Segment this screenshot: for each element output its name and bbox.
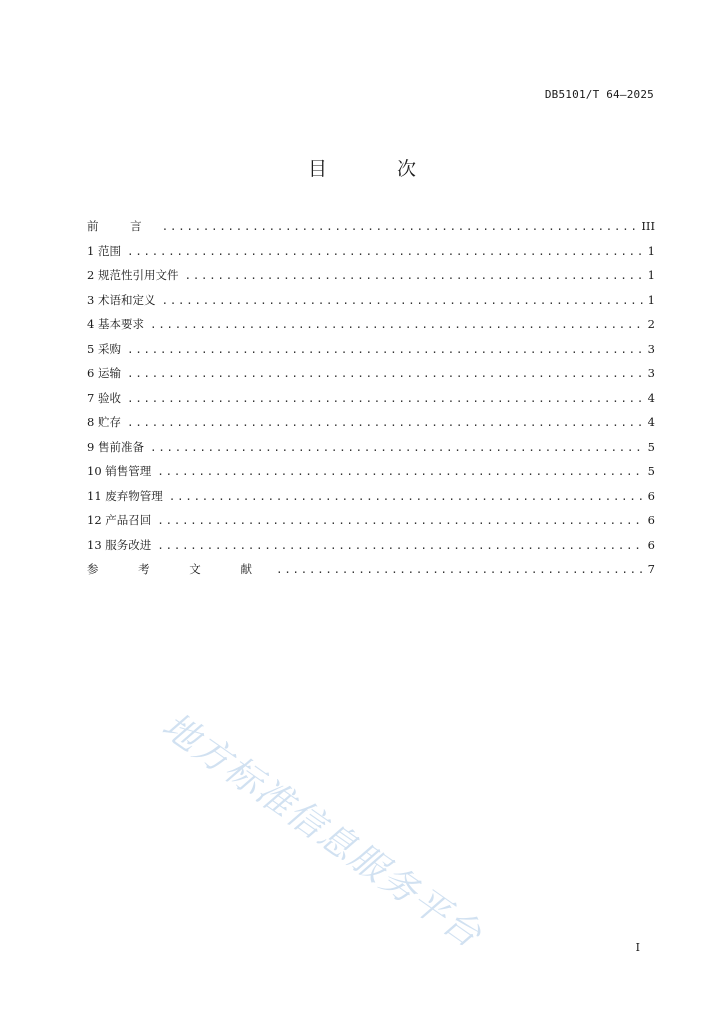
toc-entry-presale-preparation[interactable] [87, 439, 655, 464]
toc-dot-leader [169, 490, 644, 503]
toc-dot-leader [157, 465, 643, 478]
watermark: 地方标准信息服务平台 [154, 705, 490, 957]
toc-entry-bibliography[interactable] [87, 561, 655, 586]
toc-entry-page: 1 [647, 292, 655, 307]
toc-dot-leader [150, 318, 644, 331]
toc-entry-label: 13 服务改进 [87, 537, 152, 552]
toc-entry-page: 4 [647, 415, 655, 429]
toc-entry-label: 7 验收 [87, 390, 121, 405]
toc-dot-leader [127, 245, 644, 258]
toc-entry-label: 9 售前准备 [87, 439, 144, 454]
toc-entry-scope[interactable] [87, 243, 655, 268]
toc-dot-leader [276, 563, 644, 576]
toc-entry-page: 6 [647, 513, 655, 527]
toc-entry-page: III [641, 219, 655, 233]
toc-entry-page: 5 [647, 439, 655, 454]
toc-dot-leader [127, 367, 644, 380]
toc-entry-label: 4 基本要求 [87, 317, 144, 331]
toc-entry-procurement[interactable] [87, 341, 655, 366]
toc-entry-label: 12 产品召回 [87, 513, 152, 527]
toc-dot-leader [127, 416, 644, 429]
toc-entry-label: 5 采购 [87, 341, 121, 356]
toc-entry-page: 1 [647, 268, 655, 282]
toc-entry-label: 3 术语和定义 [87, 292, 156, 307]
toc-dot-leader [161, 294, 643, 307]
toc-entry-page: 1 [647, 243, 655, 258]
toc-entry-page: 3 [647, 341, 655, 356]
toc-title: 目 次 [307, 158, 449, 180]
toc-entry-page: 5 [647, 464, 655, 478]
toc-entry-label: 6 运输 [87, 366, 121, 380]
toc-entry-label: 1 范围 [87, 243, 121, 258]
toc-entry-foreword[interactable] [87, 218, 655, 243]
toc-entry-acceptance[interactable] [87, 390, 655, 415]
toc-entry-label: 2 规范性引用文件 [87, 268, 179, 282]
toc-entry-sales-management[interactable] [87, 463, 655, 488]
toc-entry-page: 6 [647, 537, 655, 552]
toc-entry-basic-requirements[interactable] [87, 316, 655, 341]
toc-entry-page: 2 [647, 317, 655, 331]
toc-dot-leader [157, 539, 643, 552]
toc-entry-terms-definitions[interactable] [87, 292, 655, 317]
toc-entry-label: 11 废弃物管理 [87, 488, 163, 503]
toc-dot-leader [184, 269, 643, 282]
toc-entry-service-improvement[interactable] [87, 537, 655, 562]
toc-entry-label: 参 考 文 献 [87, 562, 270, 576]
toc-entry-page: 6 [647, 488, 655, 503]
toc-entry-label: 前 言 [87, 219, 156, 233]
toc-entry-product-recall[interactable] [87, 512, 655, 537]
toc-dot-leader [127, 392, 644, 405]
toc-entry-page: 7 [647, 562, 655, 576]
toc-entry-label: 8 贮存 [87, 415, 121, 429]
document-code: DB5101/T 64—2025 [544, 88, 654, 101]
page-number: I [635, 941, 640, 954]
toc-dot-leader [127, 343, 644, 356]
toc-entry-storage[interactable] [87, 414, 655, 439]
toc-entry-transport[interactable] [87, 365, 655, 390]
toc-entry-label: 10 销售管理 [87, 464, 152, 478]
table-of-contents [87, 218, 655, 586]
toc-dot-leader [162, 220, 638, 233]
toc-entry-normative-references[interactable] [87, 267, 655, 292]
toc-dot-leader [150, 441, 644, 454]
toc-entry-waste-management[interactable] [87, 488, 655, 513]
toc-entry-page: 3 [647, 366, 655, 380]
toc-dot-leader [157, 514, 643, 527]
toc-entry-page: 4 [647, 390, 655, 405]
